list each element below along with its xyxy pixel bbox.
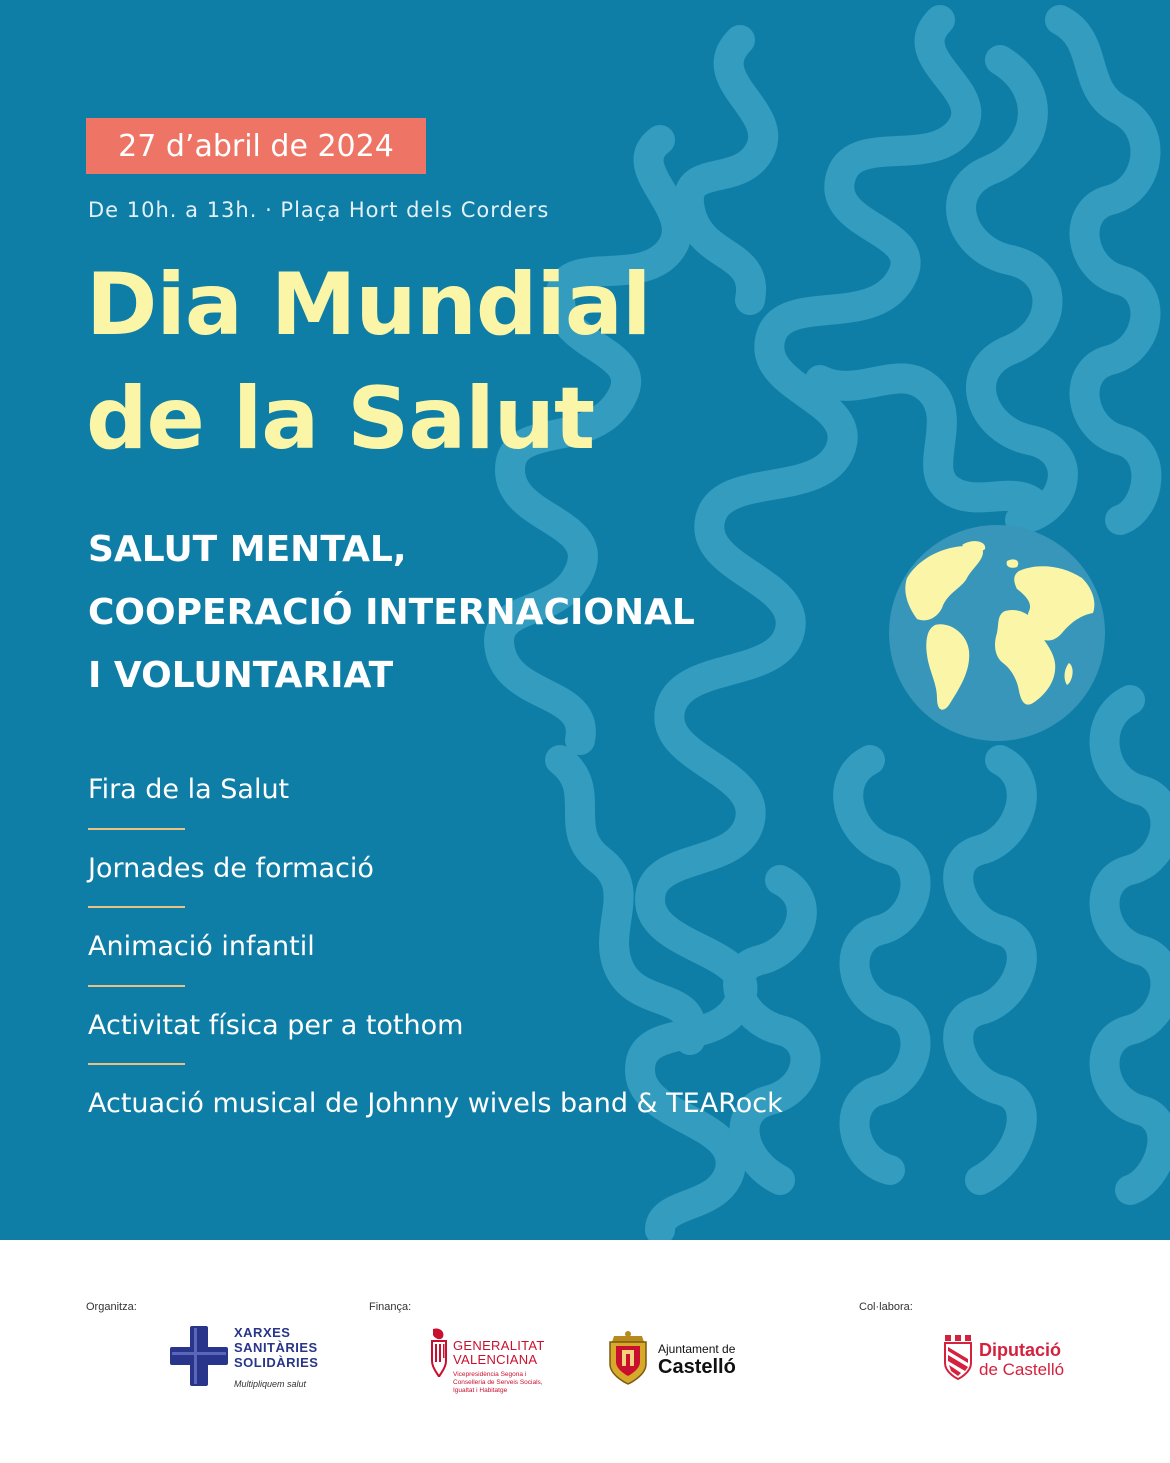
theme-line-2: COOPERACIÓ INTERNACIONAL <box>88 592 695 633</box>
theme-line-1: SALUT MENTAL, <box>88 529 407 570</box>
activity-1: Fira de la Salut <box>88 774 290 805</box>
diputacio-line-1: Diputació <box>979 1340 1062 1360</box>
activity-5: Actuació musical de Johnny wivels band & TEARock <box>88 1088 783 1119</box>
activity-divider <box>88 906 185 908</box>
generalitat-shield-icon <box>429 1327 449 1379</box>
xarxes-cross-icon <box>168 1324 230 1388</box>
xarxes-line-2: SANITÀRIES <box>234 1340 318 1355</box>
activity-3: Animació infantil <box>88 931 315 962</box>
xarxes-line-1: XARXES <box>234 1325 291 1340</box>
ajuntament-line-1: Ajuntament de <box>658 1342 736 1356</box>
organitza-label: Organitza: <box>86 1301 137 1313</box>
generalitat-valenciana-logo <box>429 1327 559 1399</box>
xarxes-sanitaries-logo <box>168 1324 318 1396</box>
financa-label: Finança: <box>369 1301 412 1313</box>
theme-line-3: I VOLUNTARIAT <box>88 655 394 696</box>
ajuntament-line-2: Castelló <box>658 1356 736 1378</box>
date-badge: 27 d’abril de 2024 <box>86 118 426 174</box>
xarxes-line-3: SOLIDÀRIES <box>234 1355 319 1370</box>
main-title-line-2: de la Salut <box>86 369 595 469</box>
diputacio-castello-logo <box>943 1333 1083 1383</box>
diputacio-emblem-icon <box>943 1333 973 1381</box>
globe-icon <box>887 523 1107 743</box>
collabora-label: Col·labora: <box>859 1301 913 1313</box>
generalitat-sub-1: Vicepresidència Segona i <box>453 1371 527 1378</box>
diputacio-line-2: de Castelló <box>979 1360 1065 1379</box>
activity-2: Jornades de formació <box>88 853 374 884</box>
castello-crest-icon <box>604 1330 652 1386</box>
activity-divider <box>88 985 185 987</box>
generalitat-line-2: VALENCIANA <box>453 1352 538 1367</box>
xarxes-tagline: Multipliquem salut <box>234 1379 307 1389</box>
time-and-place: De 10h. a 13h. · Plaça Hort dels Corders <box>88 198 550 222</box>
generalitat-sub-3: Igualtat i Habitatge <box>453 1387 508 1395</box>
generalitat-sub-2: Conselleria de Serveis Socials, <box>453 1379 543 1387</box>
activity-divider <box>88 1063 185 1065</box>
activity-4: Activitat física per a tothom <box>88 1010 464 1041</box>
main-title-line-1: Dia Mundial <box>86 255 651 355</box>
generalitat-line-1: GENERALITAT <box>453 1338 545 1353</box>
ajuntament-castello-logo <box>604 1330 744 1390</box>
activity-divider <box>88 828 185 830</box>
